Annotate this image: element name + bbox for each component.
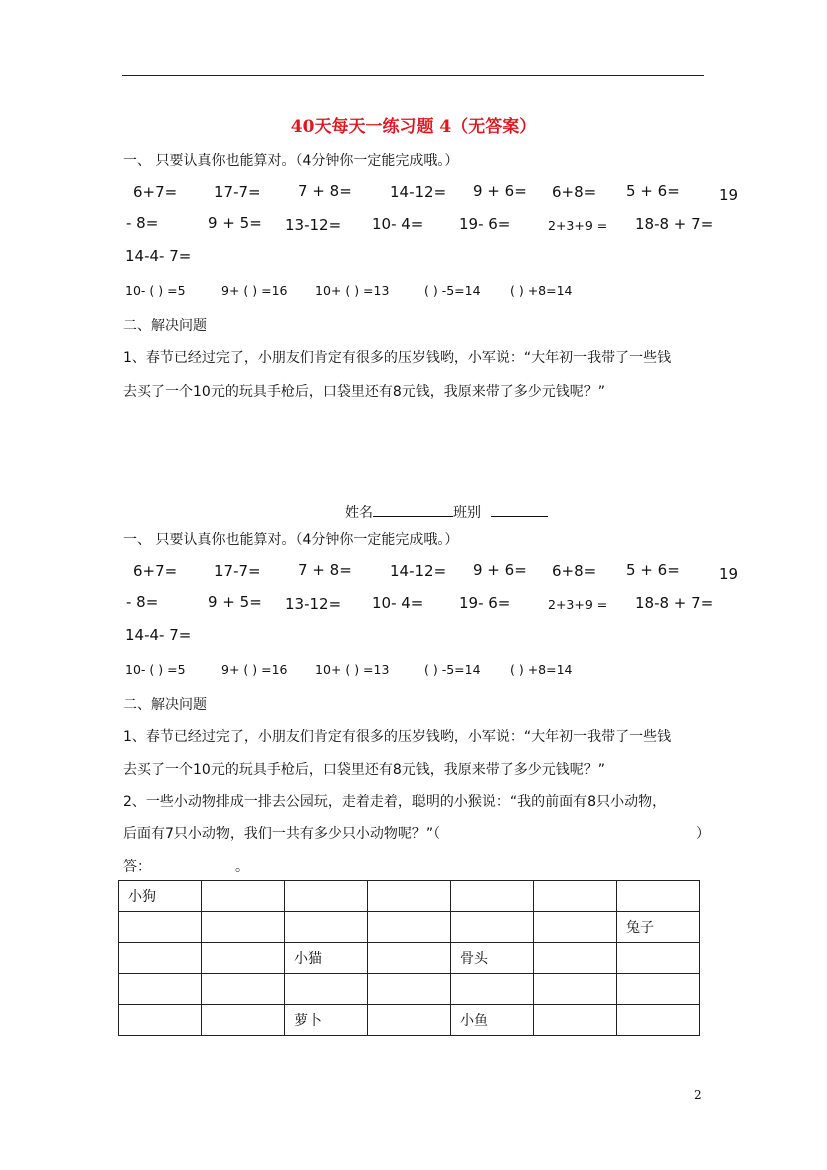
name-blank[interactable] [373, 502, 453, 517]
section1-heading: 一、 只要认真你也能算对。（4分钟你一定能完成哦。） [123, 153, 459, 169]
table-cell [368, 912, 451, 943]
equation: 19 [719, 186, 739, 204]
table-cell [617, 1005, 700, 1036]
equation: 19- 6= [459, 215, 511, 233]
answer-dot: 。 [235, 859, 249, 875]
equation: 14-4- 7= [125, 247, 192, 265]
equation: 17-7= [214, 562, 261, 580]
table-cell [534, 1005, 617, 1036]
equation: 9 + 6= [473, 561, 527, 579]
table-cell [534, 974, 617, 1005]
table-row [119, 974, 700, 1005]
class-blank[interactable] [491, 502, 548, 517]
equation: 6+7= [133, 183, 178, 201]
equation: 5 + 6= [626, 561, 680, 579]
table-cell [534, 881, 617, 912]
equation: 19- 6= [459, 594, 511, 612]
section2-heading: 二、解决问题 [123, 697, 207, 713]
question1-line1: 1、春节已经过完了，小朋友们肯定有很多的压岁钱哟，小军说：“大年初一我带了一些钱 [123, 729, 672, 745]
page-title: 40天每天一练习题 4（无答案） [290, 117, 537, 137]
fill-blank: 9+ ( ) =16 [221, 662, 288, 677]
class-label: 班别 [453, 505, 481, 521]
equation: 17-7= [214, 183, 261, 201]
equation: - 8= [126, 214, 159, 232]
equation: 14-12= [390, 562, 447, 580]
name-label: 姓名 [345, 505, 373, 521]
table-cell: 小鱼 [451, 1005, 534, 1036]
table-cell [202, 881, 285, 912]
table-row [119, 881, 700, 912]
table-cell [451, 974, 534, 1005]
equation: 13-12= [285, 595, 342, 613]
fill-blank: 9+ ( ) =16 [221, 283, 288, 298]
fill-blank: ( ) -5=14 [424, 662, 481, 677]
table-cell [534, 943, 617, 974]
table-row [119, 1005, 700, 1036]
equation: 7 + 8= [298, 182, 352, 200]
table-cell: 萝卜 [285, 1005, 368, 1036]
table-cell [285, 912, 368, 943]
table-cell [368, 943, 451, 974]
fill-blank: ( ) +8=14 [510, 283, 573, 298]
equation: 10- 4= [372, 215, 424, 233]
table-cell [617, 881, 700, 912]
equation: 2+3+9 = [548, 218, 608, 233]
name-class-line [345, 502, 548, 522]
equation: 6+7= [133, 562, 178, 580]
question2-line1: 2、一些小动物排成一排去公园玩，走着走着，聪明的小猴说：“我的前面有8只小动物， [123, 794, 667, 810]
animal-table [118, 880, 700, 1036]
table-row [119, 912, 700, 943]
table-cell [119, 912, 202, 943]
table-cell: 骨头 [451, 943, 534, 974]
equation: 13-12= [285, 216, 342, 234]
question2-line2: 后面有7只小动物，我们一共有多少只小动物呢？”（ [123, 826, 441, 842]
table-row [119, 943, 700, 974]
question2-close-paren: ） [696, 826, 710, 842]
fill-blank: 10- ( ) =5 [125, 662, 186, 677]
equation: 7 + 8= [298, 561, 352, 579]
page-number: 2 [694, 1088, 702, 1102]
table-cell [202, 943, 285, 974]
fill-blank: 10- ( ) =5 [125, 283, 186, 298]
question1-line1: 1、春节已经过完了，小朋友们肯定有很多的压岁钱哟，小军说：“大年初一我带了一些钱 [123, 350, 672, 366]
table-cell [451, 912, 534, 943]
question1-line2: 去买了一个10元的玩具手枪后，口袋里还有8元钱，我原来带了多少元钱呢？” [123, 384, 605, 400]
table-cell [451, 881, 534, 912]
table-cell: 兔子 [617, 912, 700, 943]
header-rule [122, 75, 704, 76]
equation: 5 + 6= [626, 182, 680, 200]
equation: 14-12= [390, 183, 447, 201]
question1-line2: 去买了一个10元的玩具手枪后，口袋里还有8元钱，我原来带了多少元钱呢？” [123, 762, 605, 778]
fill-blank: 10+ ( ) =13 [315, 283, 390, 298]
equation: 10- 4= [372, 594, 424, 612]
table-cell [534, 912, 617, 943]
table-cell [285, 974, 368, 1005]
equation: 9 + 6= [473, 182, 527, 200]
table-cell: 小猫 [285, 943, 368, 974]
table-cell [202, 912, 285, 943]
table-cell [617, 943, 700, 974]
equation: 6+8= [552, 562, 597, 580]
table-cell [119, 974, 202, 1005]
section2-heading: 二、解决问题 [123, 318, 207, 334]
equation: 18-8 + 7= [635, 594, 714, 612]
fill-blank: 10+ ( ) =13 [315, 662, 390, 677]
table-cell [202, 1005, 285, 1036]
table-cell: 小狗 [119, 881, 202, 912]
answer-label: 答： [123, 859, 151, 875]
section1-heading: 一、 只要认真你也能算对。（4分钟你一定能完成哦。） [123, 532, 459, 548]
equation: 19 [719, 565, 739, 583]
table-cell [202, 974, 285, 1005]
table-cell [119, 943, 202, 974]
fill-blank: ( ) -5=14 [424, 283, 481, 298]
equation: 18-8 + 7= [635, 215, 714, 233]
equation: 9 + 5= [208, 214, 262, 232]
equation: 2+3+9 = [548, 597, 608, 612]
table-cell [119, 1005, 202, 1036]
equation: 9 + 5= [208, 593, 262, 611]
equation: - 8= [126, 593, 159, 611]
table-cell [285, 881, 368, 912]
table-cell [617, 974, 700, 1005]
table-cell [368, 974, 451, 1005]
fill-blank: ( ) +8=14 [510, 662, 573, 677]
table-cell [368, 881, 451, 912]
table-cell [368, 1005, 451, 1036]
equation: 6+8= [552, 183, 597, 201]
equation: 14-4- 7= [125, 626, 192, 644]
